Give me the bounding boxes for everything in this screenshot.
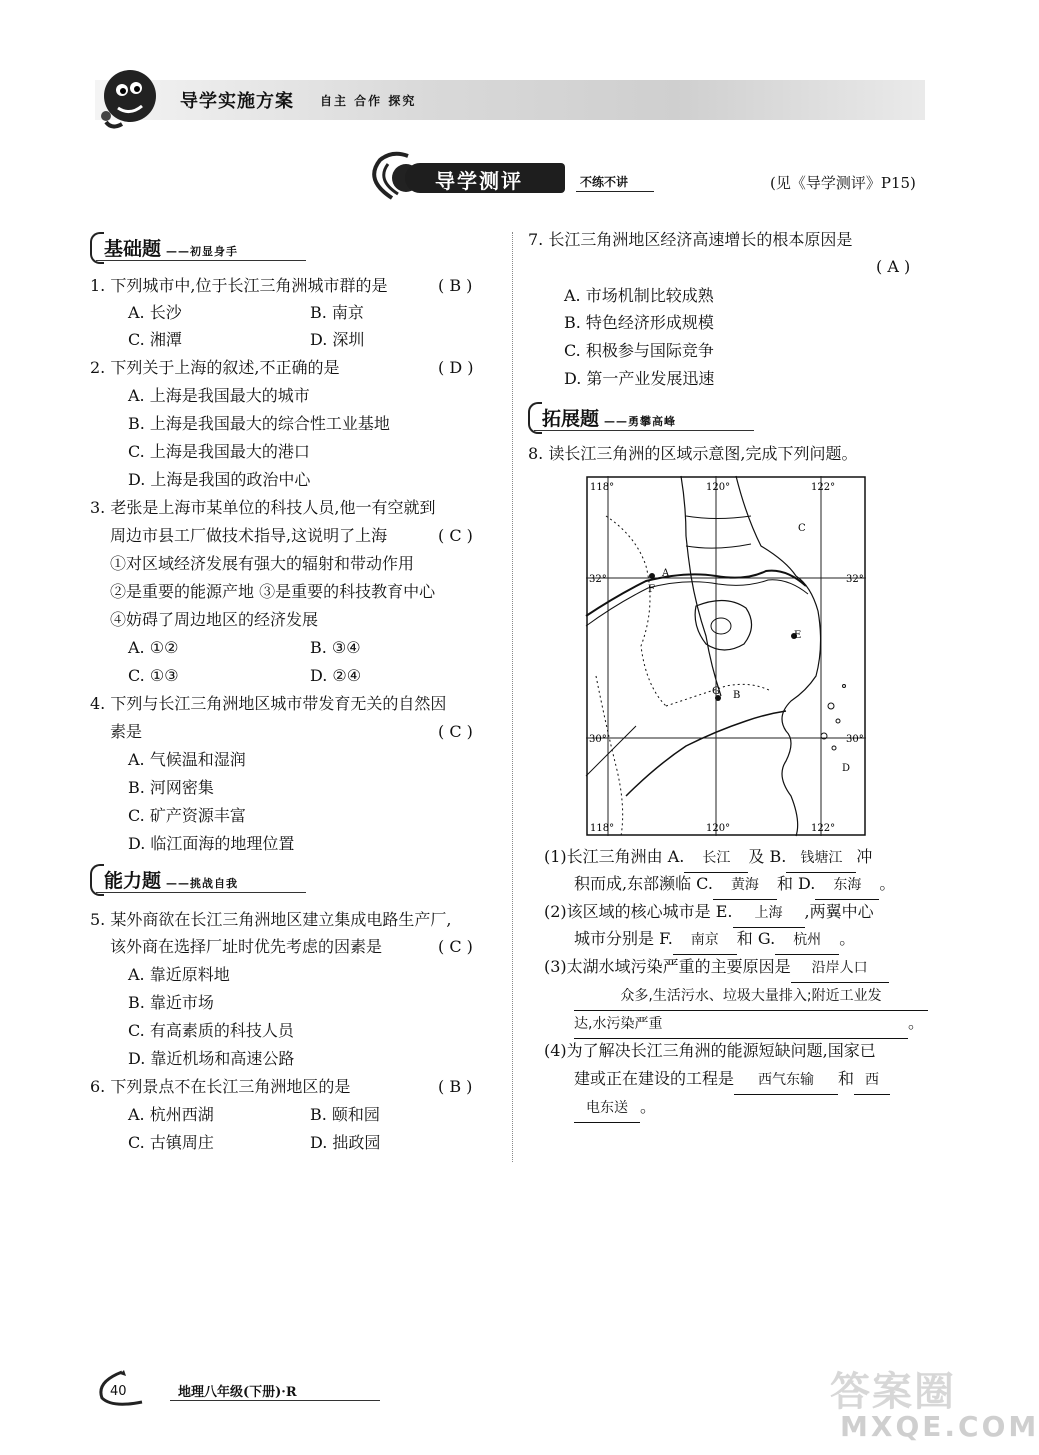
q5-stem-line2: 该外商在选择厂址时优先考虑的因素是: [110, 937, 383, 956]
section-extend-title: 拓展题: [542, 408, 600, 430]
q3-item-3: ④妨碍了周边地区的经济发展: [110, 610, 319, 629]
map-lat-30-right: 30°: [846, 734, 864, 745]
q1-option-b: B. 南京: [310, 303, 364, 322]
reference-note: (见《导学测评》P15): [770, 174, 916, 192]
map-point-f: F: [648, 584, 655, 595]
q8-part4-answer-2a: 西: [854, 1067, 890, 1095]
q5-option-c: C. 有高素质的科技人员: [128, 1021, 294, 1040]
q8-part4-line1: (4)为了解决长江三角洲的能源短缺问题,国家已: [544, 1041, 876, 1060]
q8-part2-answer-g: 杭州: [775, 927, 839, 955]
q3-option-d: D. ②④: [310, 666, 362, 685]
q8-stem: 8. 读长江三角洲的区域示意图,完成下列问题。: [528, 444, 858, 463]
section-extend-subtitle: ——勇攀高峰: [604, 415, 676, 428]
page-number: 40: [110, 1384, 127, 1399]
q8-part4-line3: 电东送 。: [574, 1093, 656, 1123]
q1-option-d: D. 深圳: [310, 330, 365, 349]
q8-part3-answer-3: 达,水污染严重: [574, 1011, 908, 1039]
banner-title: 导学测评: [435, 169, 523, 193]
q6-option-d: D. 拙政园: [310, 1133, 381, 1152]
q5-answer: ( C ): [438, 937, 473, 956]
q7-option-d: D. 第一产业发展迅速: [564, 369, 715, 388]
q8-part4-answer-1: 西气东输: [734, 1067, 838, 1095]
map-point-d: D: [842, 763, 851, 774]
banner-underline: [576, 191, 654, 192]
map-lon-118-top: 118°: [590, 482, 615, 493]
footer-underline: [170, 1400, 380, 1401]
q7-option-c: C. 积极参与国际竞争: [564, 341, 714, 360]
q8-part2-line1: (2)该区域的核心城市是 E. 上海 ,两翼中心: [544, 898, 874, 928]
q4-option-a: A. 气候温和湿润: [128, 750, 246, 769]
q3-stem-line2: 周边市县工厂做技术指导,这说明了上海: [110, 526, 388, 545]
q4-answer: ( C ): [438, 722, 473, 741]
map-lat-32-right: 32°: [846, 574, 864, 585]
q5-option-a: A. 靠近原料地: [128, 965, 230, 984]
q6-stem: 6. 下列景点不在长江三角洲地区的是: [90, 1077, 351, 1096]
book-title: 地理八年级(下册)·R: [178, 1385, 297, 1400]
q8-part1-answer-a: 长江: [684, 845, 748, 873]
q8-part3-line1: (3)太湖水域污染严重的主要原因是 沿岸人口: [544, 953, 889, 983]
q8-part3-answer-2: 众多,生活污水、垃圾大量排入;附近工业发: [574, 983, 928, 1011]
q6-option-c: C. 古镇周庄: [128, 1133, 214, 1152]
q8-part1-answer-c: 黄海: [713, 872, 777, 900]
q4-option-c: C. 矿产资源丰富: [128, 806, 246, 825]
watermark-logo: 答案圈: [830, 1369, 956, 1415]
q8-part1-line1: (1)长江三角洲由 A. 长江 及 B. 钱塘江 冲: [544, 843, 872, 873]
q8-part3-answer-1: 沿岸人口: [791, 955, 889, 983]
q1-answer: ( B ): [438, 276, 473, 295]
q2-option-b: B. 上海是我国最大的综合性工业基地: [128, 414, 390, 433]
banner-subtitle: 不练不讲: [580, 175, 629, 189]
q8-part2-answer-e: 上海: [733, 900, 805, 928]
yangtze-delta-map: [586, 476, 866, 836]
q8-part4-line2: 建或正在建设的工程是 西气东输 和 西: [574, 1065, 890, 1095]
q3-answer: ( C ): [438, 526, 473, 545]
q3-option-b: B. ③④: [310, 638, 361, 657]
q3-item-1: ①对区域经济发展有强大的辐射和带动作用: [110, 554, 415, 573]
map-lon-118-bottom: 118°: [590, 823, 615, 834]
q3-option-a: A. ①②: [128, 638, 179, 657]
section-extend-underline: [534, 430, 754, 431]
mascot-logo-icon: [92, 60, 170, 138]
section-ability-underline: [96, 892, 306, 893]
q7-option-b: B. 特色经济形成规模: [564, 313, 714, 332]
q8-part2-answer-f: 南京: [673, 927, 737, 955]
header-subtitle: 自主 合作 探究: [320, 94, 417, 108]
q7-option-a: A. 市场机制比较成熟: [564, 286, 714, 305]
q2-option-c: C. 上海是我国最大的港口: [128, 442, 310, 461]
map-lon-120-bottom: 120°: [706, 823, 731, 834]
q4-option-b: B. 河网密集: [128, 778, 214, 797]
q2-option-d: D. 上海是我国的政治中心: [128, 470, 311, 489]
q3-item-2: ②是重要的能源产地 ③是重要的科技教育中心: [110, 582, 436, 601]
q1-stem: 1. 下列城市中,位于长江三角洲城市群的是: [90, 276, 388, 295]
map-lon-120-top: 120°: [706, 482, 731, 493]
q3-stem-line1: 3. 老张是上海市某单位的科技人员,他一有空就到: [90, 498, 436, 517]
q8-part3-line3: 达,水污染严重 。: [574, 1009, 924, 1039]
q4-stem-line1: 4. 下列与长江三角洲地区城市带发育无关的自然因: [90, 694, 447, 713]
q4-option-d: D. 临江面海的地理位置: [128, 834, 295, 853]
map-point-a: A: [662, 568, 670, 579]
map-point-c: C: [798, 523, 806, 534]
map-point-g: G: [712, 686, 720, 697]
q2-option-a: A. 上海是我国最大的城市: [128, 386, 310, 405]
watermark-url: MXQE.COM: [840, 1410, 1039, 1443]
map-lat-32-left: 32°: [589, 574, 607, 585]
q6-option-b: B. 颐和园: [310, 1105, 380, 1124]
section-ability-title: 能力题: [104, 870, 162, 892]
q3-option-c: C. ①③: [128, 666, 179, 685]
q8-part2-line2: 城市分别是 F. 南京 和 G. 杭州 。: [574, 925, 855, 955]
q2-stem: 2. 下列关于上海的叙述,不正确的是: [90, 358, 340, 377]
map-point-e: E: [794, 630, 802, 641]
q1-option-c: C. 湘潭: [128, 330, 182, 349]
header-title: 导学实施方案: [180, 91, 294, 112]
column-divider: [512, 232, 513, 1162]
q8-part4-answer-2b: 电东送: [574, 1095, 640, 1123]
q8-part1-answer-b: 钱塘江: [786, 845, 856, 873]
q4-stem-line2: 素是: [110, 722, 143, 741]
map-lon-122-top: 122°: [811, 482, 836, 493]
q2-answer: ( D ): [438, 358, 474, 377]
q5-option-b: B. 靠近市场: [128, 993, 214, 1012]
q5-stem-line1: 5. 某外商欲在长江三角洲地区建立集成电路生产厂,: [90, 910, 452, 929]
section-ability-subtitle: ——挑战自我: [166, 877, 238, 890]
footer-swoosh-icon: [92, 1368, 172, 1408]
section-basic-subtitle: ——初显身手: [166, 245, 238, 258]
map-lat-30-left: 30°: [589, 734, 607, 745]
map-lon-122-bottom: 122°: [811, 823, 836, 834]
q7-stem: 7. 长江三角洲地区经济高速增长的根本原因是: [528, 230, 853, 249]
q8-part1-answer-d: 东海: [815, 872, 879, 900]
q5-option-d: D. 靠近机场和高速公路: [128, 1049, 295, 1068]
q6-answer: ( B ): [438, 1077, 473, 1096]
section-basic-title: 基础题: [104, 238, 162, 260]
section-basic-underline: [96, 260, 306, 261]
map-point-b: B: [733, 690, 741, 701]
q6-option-a: A. 杭州西湖: [128, 1105, 214, 1124]
q8-part3-line2: [574, 981, 928, 1011]
q7-answer: ( A ): [876, 257, 911, 276]
q1-option-a: A. 长沙: [128, 303, 182, 322]
q8-part1-line2: 积而成,东部濒临 C. 黄海 和 D. 东海 。: [574, 870, 895, 900]
